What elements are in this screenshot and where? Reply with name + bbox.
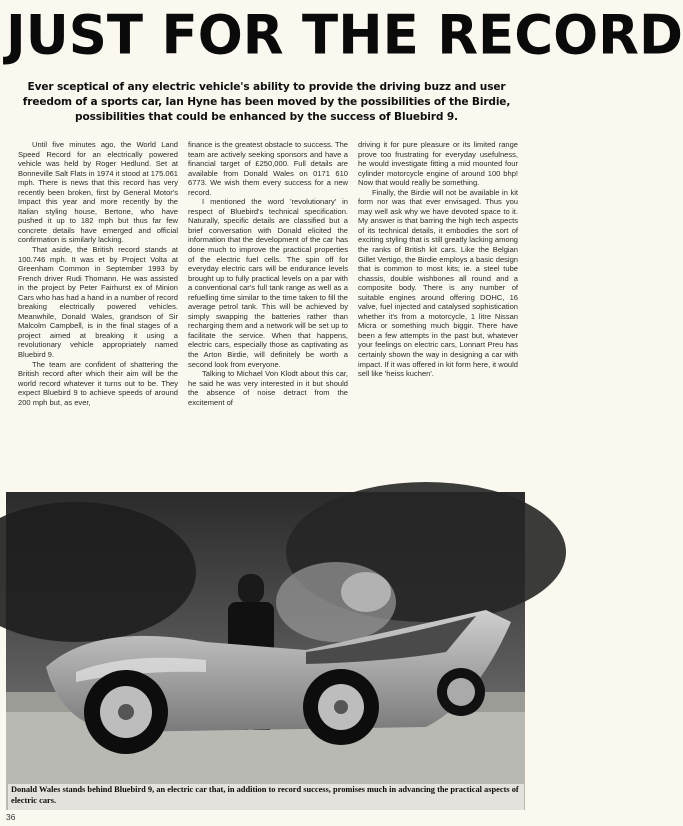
car-photo — [6, 492, 525, 810]
body-column-1 — [18, 140, 178, 484]
body-paragraph: Talking to Michael Von Klodt about this car, he said he was very interested in it but should the absence of noise detract from the excitement of — [188, 369, 348, 407]
body-column-3 — [358, 140, 518, 484]
body-paragraph: Until five minutes ago, the World Land Speed Record for an electrically powered vehicle was held by Roger Hedlund. Set at Bonneville Salt Flats in 1974 it stood at 175.061 mph. There is news that this record has very recently been broken, first by General Motor's Impact this year and more recently by the Italian styling house, Bertone, who have pushed it up to 182 mph but thus far few concrete details have emerged and official confirmation is similarly lacking. — [18, 140, 178, 245]
body-paragraph: I mentioned the word 'revolutionary' in respect of Bluebird's technical specification. Naturally, specific details are classified but a brief conversation with Donald elicited the information that the development of the car has done much to improve the practical properties of the electric fuel cells. The spin off for everyday electric cars will be endurance levels brought up to fully practical levels on a par with a conventional car's full tank range as well as a refuelling time similar to the time taken to fill the average petrol tank. This will be achieved by simply swapping the batteries rather than recharging them and a network will be set up to facilitate the service. When that happens, electric cars, especially those as captivating as the Arton Birdie, will definitely be worth a second look from everyone. — [188, 197, 348, 369]
body-column-2 — [188, 140, 348, 484]
photo-illustration — [6, 492, 525, 810]
article-headline: JUST FOR THE RECORD — [6, 4, 683, 67]
body-paragraph: That aside, the British record stands at 100.746 mph. It was et by Project Volta at Greenham Common in September 1993 by French driver Rudi Thomann. He was assisted in the project by Peter Fairhurst ex of Minion Cars who has had a hand in a number of record breaking electrically powered vehicles. Meanwhile, Donald Wales, grandson of Sir Malcolm Campbell, is in the final stages of a project aimed at breaking it using a revolutionary vehicle appropriately named Bluebird 9. — [18, 245, 178, 360]
body-paragraph: driving it for pure pleasure or its limited range prove too frustrating for everyday usefulness, he would investigate fitting a mid mounted four cylinder motorcycle engine of around 100 bhp! Now that would really be something. — [358, 140, 518, 188]
body-paragraph: Finally, the Birdie will not be available in kit form nor was that ever envisaged. Thus you may well ask why we have devoted space to it. My answer is that barring the high tech aspects of its technical details, it embodies the sort of exciting styling that is still greatly lacking among the ranks of British kit cars. Like the Belgian Gillet Vertigo, the Birdie employs a basic design that is common to most kits; ie. a steel tube chassis, double wishbones all round and a composite body. There is any number of suitable engines around offering DOHC, 16 valve, fuel injected and catalysed sophistication whether it's from a motorcycle, 1 litre Nissan Micra or something much biggir. There have been a few attempts in the past but, whatever your feelings on electric cars, Lonnart Preu has certainly shown the way in designing a car with impact. If it was offered in kit form here, it would sell like 'heiss kuchen'. — [358, 187, 518, 379]
page-number: 36 — [6, 812, 16, 822]
photo-caption: Donald Wales stands behind Bluebird 9, an electric car that, in addition to record success, promises much in advancing the practical aspects of electric cars. — [8, 784, 524, 810]
body-paragraph: finance is the greatest obstacle to success. The team are actively seeking sponsors and have a financial target of £250,000. Full details are available from Donald Wales on 0171 610 6773. We wish them every success for a new record. — [188, 140, 348, 197]
article-standfirst: Ever sceptical of any electric vehicle's ability to provide the driving buzz and user freedom of a sports car, Ian Hyne has been moved by the possibilities of the Birdie, possibilities that could be enhanced by the success of Bluebird 9. — [22, 81, 511, 123]
article-body — [18, 140, 518, 484]
body-paragraph: The team are confident of shattering the British record after which their aim will be the world record whatever it turns out to be. They expect Bluebird 9 to achieve speeds of around 200 mph but, as ever, — [18, 359, 178, 407]
